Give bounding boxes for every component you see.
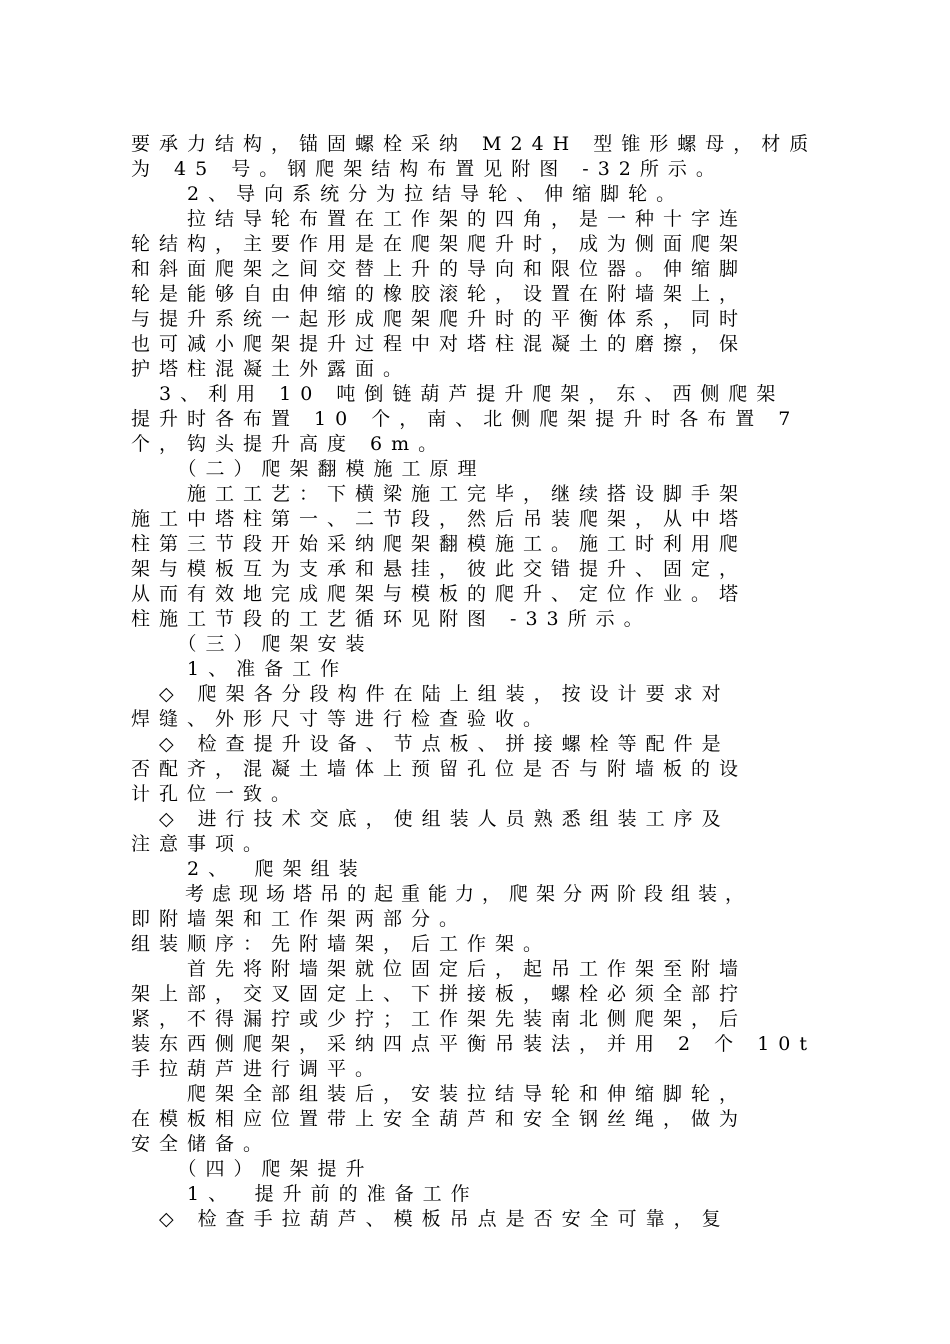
subsection-heading: 1、准备工作 [131,658,349,680]
text-line: 即附墙架和工作架两部分。 [131,908,468,930]
section-heading: （二）爬架翻模施工原理 [131,458,486,480]
bullet-item: ◇ 检查手拉葫芦、模板吊点是否安全可靠，复 [131,1208,730,1230]
text-line: 在模板相应位置带上安全葫芦和安全钢丝绳，做为 [131,1108,748,1130]
subsection-heading: 1、 提升前的准备工作 [131,1183,479,1205]
text-line: 考虑现场塔吊的起重能力，爬架分两阶段组装， [131,883,753,905]
text-line: 与提升系统一起形成爬架爬升时的平衡体系，同时 [131,308,748,330]
text-line: 组装顺序：先附墙架，后工作架。 [131,933,552,955]
text-line: 安全储备。 [131,1133,272,1155]
text-line: 2、导向系统分为拉结导轮、伸缩脚轮。 [131,183,685,205]
text-line: 首先将附墙架就位固定后，起吊工作架至附墙 [131,958,748,980]
text-line: 架上部，交叉固定上、下拼接板，螺栓必须全部拧 [131,983,748,1005]
text-line: 架与模板互为支承和悬挂，彼此交错提升、固定， [131,558,748,580]
text-line: 护塔柱混凝土外露面。 [131,358,412,380]
text-line: 手拉葫芦进行调平。 [131,1058,384,1080]
text-line: 为 45 号。钢爬架结构布置见附图 -32所示。 [131,158,724,180]
text-line: 个，钩头提升高度 6m。 [131,433,447,455]
text-line: 否配齐，混凝土墙体上预留孔位是否与附墙板的设 [131,758,748,780]
text-line: 装东西侧爬架，采纳四点平衡吊装法，并用 2 个 10t [131,1033,817,1055]
text-line: 轮结构，主要作用是在爬架爬升时，成为侧面爬架 [131,233,748,255]
text-line: 从而有效地完成爬架与模板的爬升、定位作业。塔 [131,583,748,605]
text-line: 施工中塔柱第一、二节段，然后吊装爬架，从中塔 [131,508,748,530]
section-heading: （四）爬架提升 [131,1158,374,1180]
text-line: 提升时各布置 10 个，南、北侧爬架提升时各布置 7 [131,408,800,430]
bullet-item: ◇ 爬架各分段构件在陆上组装，按设计要求对 [131,683,730,705]
bullet-item: ◇ 检查提升设备、节点板、拼接螺栓等配件是 [131,733,730,755]
text-line: 也可减小爬架提升过程中对塔柱混凝土的磨擦，保 [131,333,748,355]
text-line: 轮是能够自由伸缩的橡胶滚轮，设置在附墙架上， [131,283,748,305]
text-line: 3、利用 10 吨倒链葫芦提升爬架，东、西侧爬架 [131,383,785,405]
text-line: 柱第三节段开始采纳爬架翻模施工。施工时利用爬 [131,533,748,555]
text-line: 紧，不得漏拧或少拧；工作架先装南北侧爬架，后 [131,1008,748,1030]
section-heading: （三）爬架安装 [131,633,374,655]
text-line: 拉结导轮布置在工作架的四角，是一种十字连 [131,208,748,230]
text-line: 焊缝、外形尺寸等进行检查验收。 [131,708,552,730]
bullet-item: ◇ 进行技术交底，使组装人员熟悉组装工序及 [131,808,730,830]
text-line: 柱施工节段的工艺循环见附图 -33所示。 [131,608,652,630]
text-line: 注意事项。 [131,833,272,855]
text-line: 要承力结构，锚固螺栓采纳 M24H 型锥形螺母，材质 [131,133,818,155]
text-line: 和斜面爬架之间交替上升的导向和限位器。伸缩脚 [131,258,748,280]
text-line: 计孔位一致。 [131,783,300,805]
text-line: 爬架全部组装后，安装拉结导轮和伸缩脚轮， [131,1083,748,1105]
text-line: 施工工艺：下横梁施工完毕，继续搭设脚手架 [131,483,748,505]
subsection-heading: 2、 爬架组装 [131,858,367,880]
